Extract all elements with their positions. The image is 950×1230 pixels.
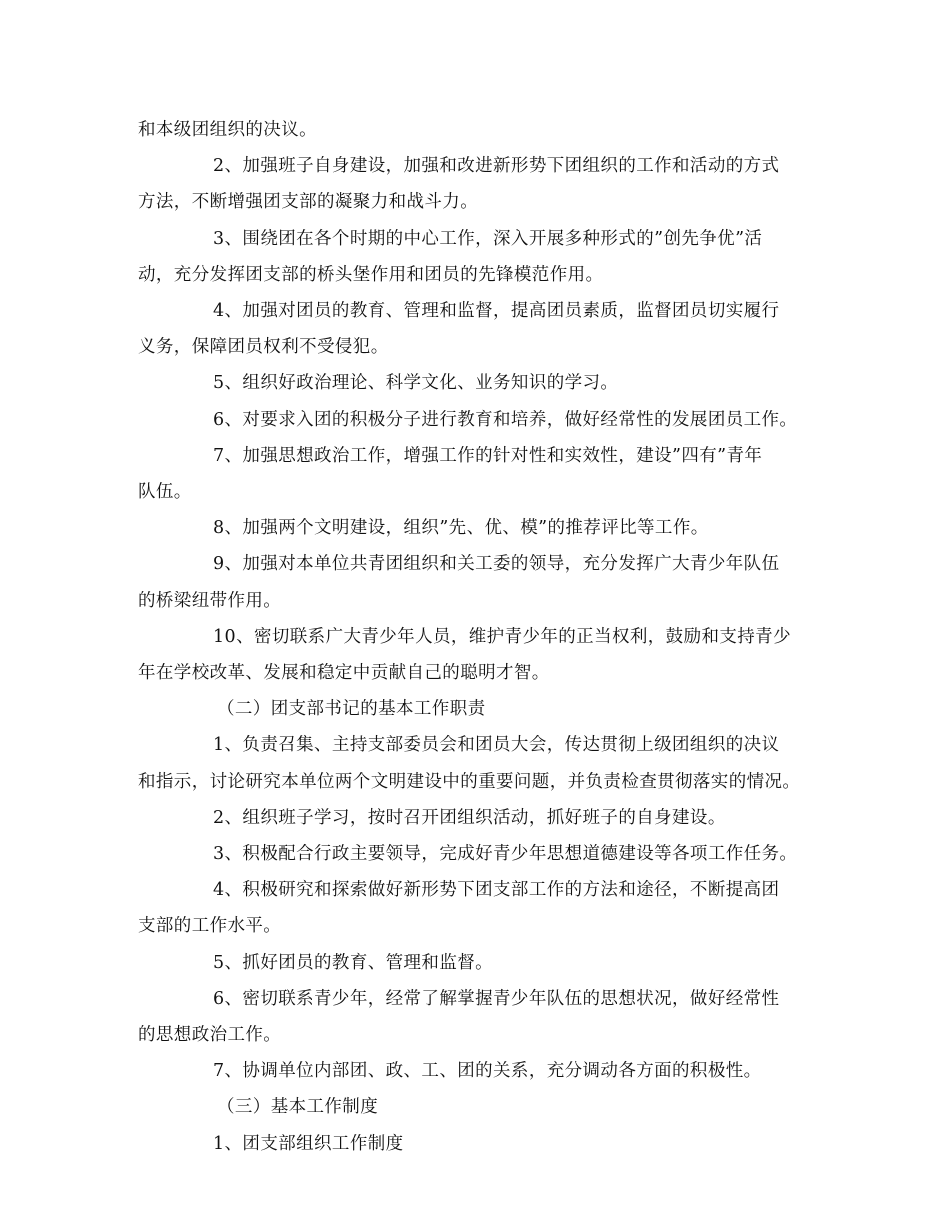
text-line: 7、加强思想政治工作，增强工作的针对性和实效性，建设”四有”青年 [213,445,763,466]
text-line: 1、负责召集、主持支部委员会和团员大会，传达贯彻上级团组织的决议 [213,735,780,756]
text-line: 5、组织好政治理论、科学文化、业务知识的学习。 [213,373,619,394]
text-line: 4、加强对团员的教育、管理和监督，提高团员素质，监督团员切实履行 [213,301,780,322]
section-heading: （二）团支部书记的基本工作职责 [217,699,486,720]
text-line: 10、密切联系广大青少年人员，维护青少年的正当权利，鼓励和支持青少 [213,626,791,647]
text-line: 2、加强班子自身建设，加强和改进新形势下团组织的工作和活动的方式 [213,156,780,177]
text-line: 8、加强两个文明建设，组织”先、优、模”的推荐评比等工作。 [213,518,709,539]
text-line: 年在学校改革、发展和稳定中贡献自己的聪明才智。 [138,663,550,684]
text-line: 义务，保障团员权利不受侵犯。 [138,337,389,358]
document-body [138,112,818,1162]
text-line: 9、加强对本单位共青团组织和关工委的领导，充分发挥广大青少年队伍 [213,554,780,575]
text-line: 的思想政治工作。 [138,1025,282,1046]
text-line: 支部的工作水平。 [138,916,282,937]
text-line: 7、协调单位内部团、政、工、团的关系，充分调动各方面的积极性。 [213,1061,762,1082]
text-line: 1、团支部组织工作制度 [213,1133,404,1154]
text-line: 6、密切联系青少年，经常了解掌握青少年队伍的思想状况，做好经常性 [213,988,780,1009]
text-line: 的桥梁纽带作用。 [138,590,282,611]
text-line: 和本级团组织的决议。 [138,120,317,140]
text-line: 和指示，讨论研究本单位两个文明建设中的重要问题，并负责检查贯彻落实的情况。 [138,771,801,792]
text-line: 2、组织班子学习，按时召开团组织活动，抓好班子的自身建设。 [213,807,726,828]
text-line: 方法，不断增强团支部的凝聚力和战斗力。 [138,192,479,213]
section-heading: （三）基本工作制度 [217,1097,379,1118]
text-line: 3、积极配合行政主要领导，完成好青少年思想道德建设等各项工作任务。 [213,844,798,865]
text-line: 6、对要求入团的积极分子进行教育和培养，做好经常性的发展团员工作。 [213,409,798,430]
text-line: 动，充分发挥团支部的桥头堡作用和团员的先锋模范作用。 [138,264,604,285]
text-line: 5、抓好团员的教育、管理和监督。 [213,952,494,973]
text-line: 4、积极研究和探索做好新形势下团支部工作的方法和途径，不断提高团 [213,880,780,901]
text-line: 队伍。 [138,482,192,503]
text-line: 3、围绕团在各个时期的中心工作，深入开展多种形式的”创先争优”活 [213,228,763,249]
